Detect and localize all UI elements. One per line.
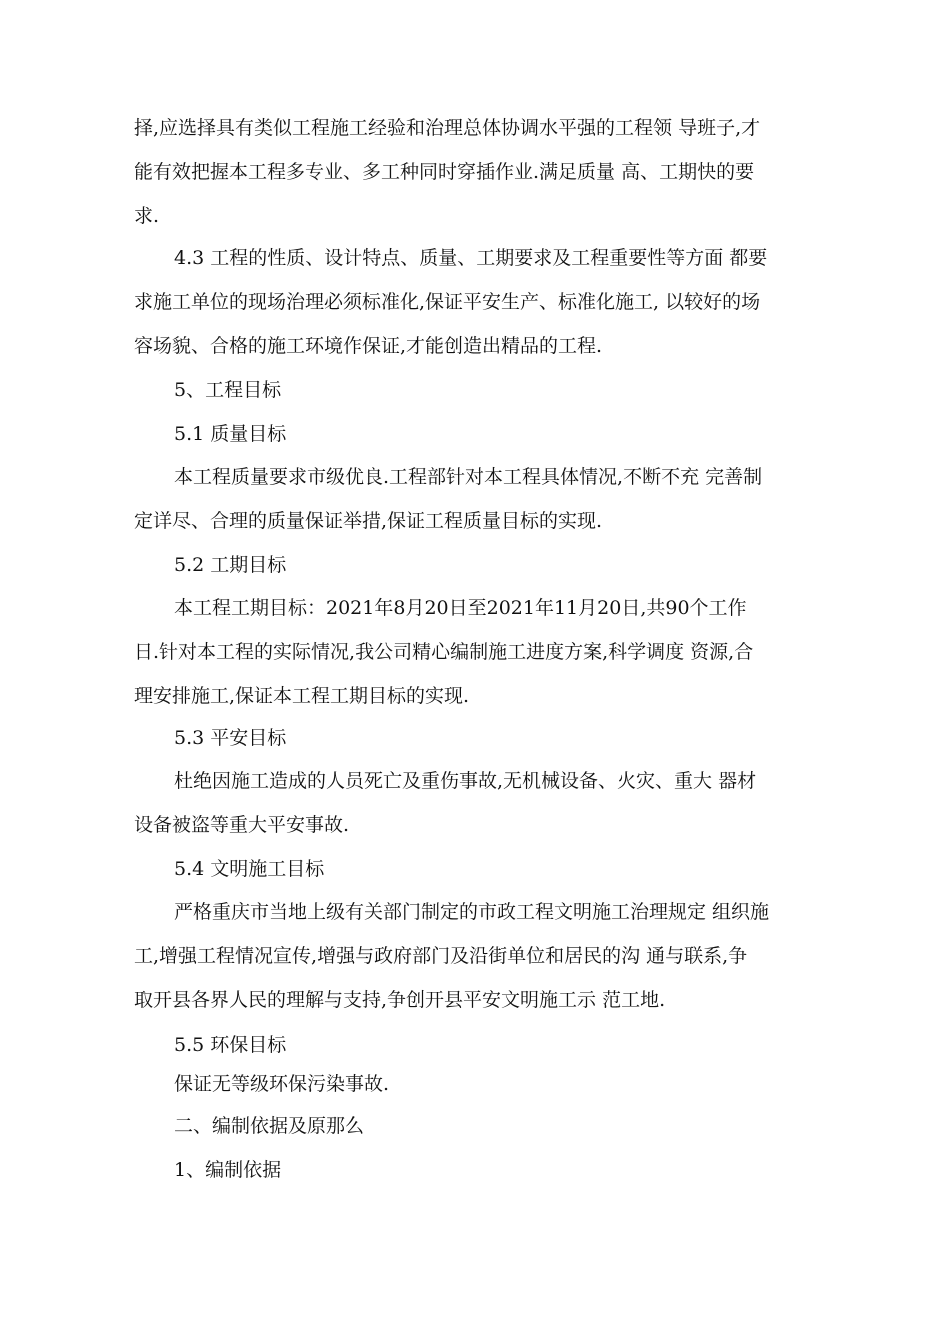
text-line: 本工程质量要求市级优良.工程部针对本工程具体情况,不断不充 完善制 xyxy=(174,466,763,488)
section-heading: 二、编制依据及原那么 xyxy=(174,1115,365,1137)
heading-project-goals xyxy=(134,370,854,410)
paragraph-quality-goal xyxy=(134,455,854,543)
heading-quality-goal xyxy=(134,414,854,454)
heading-environment-goal xyxy=(134,1025,854,1065)
heading-safety-goal xyxy=(134,718,854,758)
section-heading: 1、编制依据 xyxy=(174,1159,282,1181)
paragraph-civilized-construction-goal xyxy=(134,890,854,1022)
text-line: 择,应选择具有类似工程施工经验和治理总体协调水平强的工程领 导班子,才 xyxy=(134,117,761,139)
heading-compilation-basis xyxy=(134,1150,854,1190)
text-line: 求. xyxy=(134,205,160,227)
text-line: 能有效把握本工程多专业、多工种同时穿插作业.满足质量 高、工期快的要 xyxy=(134,161,755,183)
section-heading: 5、工程目标 xyxy=(174,379,282,401)
section-heading: 5.1 质量目标 xyxy=(174,423,287,445)
heading-civilized-construction-goal xyxy=(134,849,854,889)
text-line: 取开县各界人民的理解与支持,争创开县平安文明施工示 范工地. xyxy=(134,989,666,1011)
section-heading: 5.4 文明施工目标 xyxy=(174,858,325,880)
text-line: 定详尽、合理的质量保证举措,保证工程质量目标的实现. xyxy=(134,510,603,532)
text-line: 工,增强工程情况宣传,增强与政府部门及沿街单位和居民的沟 通与联系,争 xyxy=(134,945,748,967)
text-line: 求施工单位的现场治理必须标准化,保证平安生产、标准化施工, 以较好的场 xyxy=(134,291,761,313)
heading-basis-and-principles xyxy=(134,1106,854,1146)
text-line: 本工程工期目标：2021年8月20日至2021年11月20日,共90个工作 xyxy=(174,597,747,619)
text-line: 严格重庆市当地上级有关部门制定的市政工程文明施工治理规定 组织施 xyxy=(174,901,770,923)
text-line: 理安排施工,保证本工程工期目标的实现. xyxy=(134,685,470,707)
paragraph-environment-goal xyxy=(134,1062,854,1106)
paragraph-schedule-goal xyxy=(134,586,854,718)
text-line: 容场貌、合格的施工环境作保证,才能创造出精品的工程. xyxy=(134,335,603,357)
section-heading: 5.2 工期目标 xyxy=(174,554,287,576)
paragraph-4-3 xyxy=(134,236,854,368)
section-heading: 5.3 平安目标 xyxy=(174,727,287,749)
section-heading: 5.5 环保目标 xyxy=(174,1034,287,1056)
text-line: 杜绝因施工造成的人员死亡及重伤事故,无机械设备、火灾、重大 器材 xyxy=(174,770,757,792)
paragraph-project-team xyxy=(134,106,854,238)
text-line: 保证无等级环保污染事故. xyxy=(174,1073,390,1095)
text-line: 日.针对本工程的实际情况,我公司精心编制施工进度方案,科学调度 资源,合 xyxy=(134,641,754,663)
paragraph-safety-goal xyxy=(134,759,854,847)
text-line: 设备被盗等重大平安事故. xyxy=(134,814,350,836)
text-line: 4.3 工程的性质、设计特点、质量、工期要求及工程重要性等方面 都要 xyxy=(174,247,768,269)
heading-schedule-goal xyxy=(134,545,854,585)
